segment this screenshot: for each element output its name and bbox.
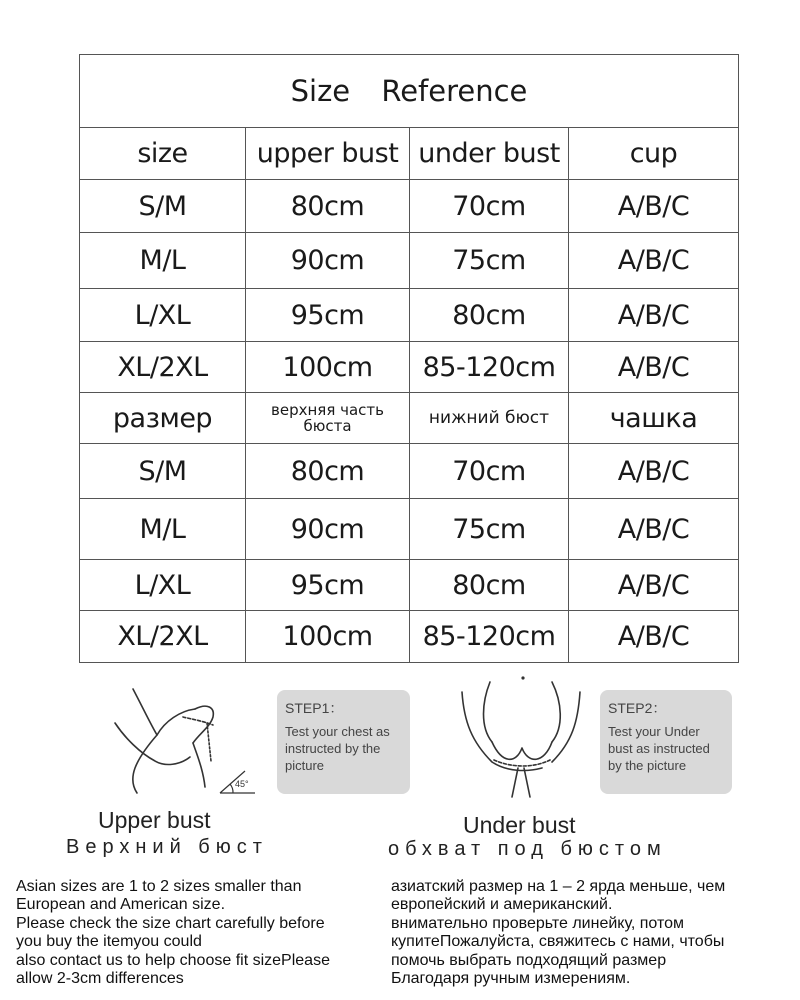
- under-bust-figure-illustration: [452, 672, 592, 802]
- header-under-bust: under bust: [409, 127, 568, 179]
- size-cell: S/M: [138, 190, 187, 222]
- under-bust-cell: 80cm: [409, 560, 568, 610]
- size-cell: XL/2XL: [117, 351, 208, 383]
- header-upper-bust-ru: верхняя часть бюста: [245, 393, 409, 443]
- under-bust-cell: 75cm: [409, 499, 568, 559]
- header-upper-bust: upper bust: [245, 127, 409, 179]
- table-row: [80, 499, 738, 560]
- size-note-english: Asian sizes are 1 to 2 sizes smaller than European and American size. Please check the size chart carefully before you buy the itemyou could also contact us to help choose fit sizePlease allow 2-3cm differences: [16, 878, 330, 988]
- size-reference-table: [79, 54, 739, 663]
- cup-cell: A/B/C: [568, 611, 738, 662]
- size-note-russian: азиатский размер на 1 – 2 ярда меньше, чем европейский и американский. внимательно проверьте линейку, потом купитеПожалуйста, свяжитесь с нами, чтобы помочь выбрать подходящий размер Благодаря ручным измерениям.: [391, 878, 726, 988]
- table-row: [80, 233, 738, 289]
- under-bust-cell: 80cm: [409, 289, 568, 341]
- header-size: size: [137, 137, 188, 169]
- size-cell: M/L: [139, 513, 186, 545]
- step2-text: Test your Under bust as instructed by the picture: [608, 724, 710, 773]
- step1-text: Test your chest as instructed by the picture: [285, 724, 390, 773]
- upper-bust-cell: 80cm: [245, 444, 409, 498]
- upper-bust-cell: 80cm: [245, 180, 409, 232]
- under-bust-cell: 75cm: [409, 233, 568, 288]
- upper-bust-caption-ru: Верхний бюст: [66, 836, 268, 858]
- size-cell: XL/2XL: [117, 621, 208, 652]
- header-under-bust-ru: нижний бюст: [409, 393, 568, 443]
- upper-bust-cell: 90cm: [245, 233, 409, 288]
- header-size-ru: размер: [112, 402, 213, 434]
- angle-label: 45°: [235, 779, 249, 789]
- upper-bust-figure-illustration: [95, 683, 265, 798]
- cup-cell: A/B/C: [568, 342, 738, 392]
- cup-cell: A/B/C: [568, 444, 738, 498]
- step2-instruction-box: [600, 690, 732, 794]
- cup-cell: A/B/C: [568, 180, 738, 232]
- upper-bust-caption: Upper bust: [98, 807, 211, 833]
- header-cup: cup: [568, 127, 738, 179]
- upper-bust-cell: 95cm: [245, 560, 409, 610]
- table-header-row: [80, 127, 738, 180]
- under-bust-cell: 85-120cm: [409, 611, 568, 662]
- table-row: [80, 560, 738, 611]
- cup-cell: A/B/C: [568, 560, 738, 610]
- table-header-row-russian: [80, 393, 738, 444]
- step1-instruction-box: [277, 690, 410, 794]
- under-bust-caption-ru: обхват под бюстом: [388, 838, 667, 860]
- under-bust-cell: 70cm: [409, 444, 568, 498]
- under-bust-cell: 70cm: [409, 180, 568, 232]
- table-row: [80, 289, 738, 342]
- cup-cell: A/B/C: [568, 233, 738, 288]
- under-bust-cell: 85-120cm: [409, 342, 568, 392]
- upper-bust-cell: 90cm: [245, 499, 409, 559]
- table-row: [80, 444, 738, 499]
- size-cell: L/XL: [134, 299, 191, 331]
- upper-bust-cell: 100cm: [245, 342, 409, 392]
- table-row: [80, 342, 738, 393]
- table-row: [80, 180, 738, 233]
- under-bust-caption: Under bust: [463, 812, 576, 838]
- cup-cell: A/B/C: [568, 289, 738, 341]
- cup-cell: A/B/C: [568, 499, 738, 559]
- size-cell: S/M: [138, 455, 187, 487]
- size-cell: M/L: [139, 245, 186, 276]
- table-title: Size Reference: [80, 55, 738, 128]
- upper-bust-cell: 95cm: [245, 289, 409, 341]
- step1-title: STEP1：: [285, 700, 344, 716]
- header-cup-ru: чашка: [568, 393, 738, 443]
- step2-title: STEP2：: [608, 700, 667, 716]
- table-row: [80, 611, 738, 662]
- upper-bust-cell: 100cm: [245, 611, 409, 662]
- size-cell: L/XL: [134, 569, 191, 601]
